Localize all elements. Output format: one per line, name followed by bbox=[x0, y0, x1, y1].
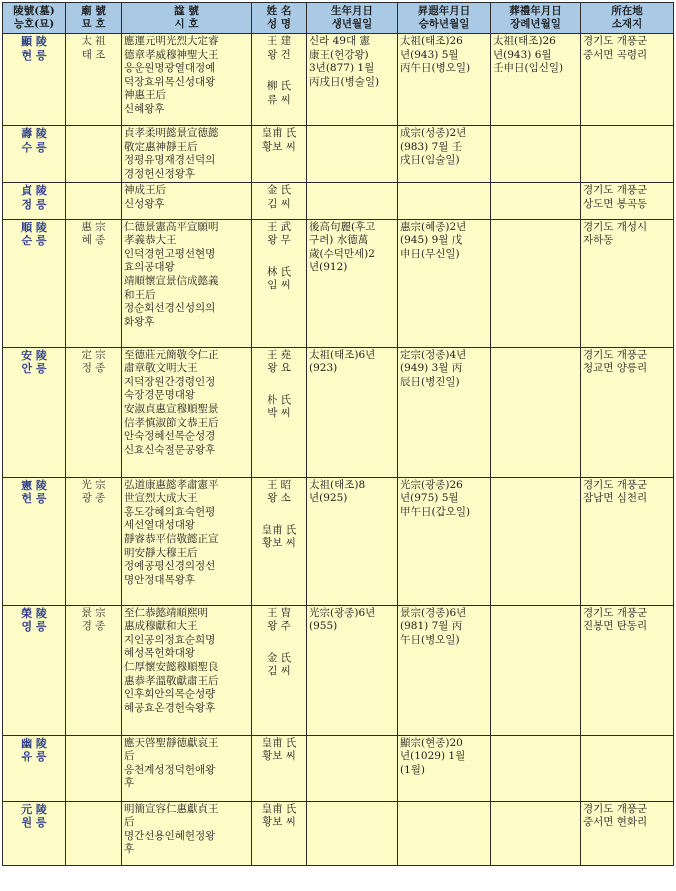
header-temple-name: 廟 號 묘 호 bbox=[66, 3, 122, 34]
posthumous-title-line: 安淑貞惠宣穆順聖景 bbox=[124, 402, 219, 415]
temple-name-cell bbox=[66, 801, 122, 865]
person-name-hanja: 林 氏 bbox=[266, 265, 292, 278]
temple-name-cell bbox=[66, 126, 122, 183]
death-date-cell bbox=[398, 605, 491, 735]
posthumous-title-line: 숙장경문명대왕 bbox=[124, 389, 196, 402]
location-line: 경기도 개풍군 bbox=[583, 802, 648, 815]
tomb-name-cell bbox=[3, 735, 66, 801]
person-name-hanja: 王 昭 bbox=[266, 478, 292, 491]
tomb-name-cell bbox=[3, 605, 66, 735]
person-entry bbox=[254, 127, 304, 154]
posthumous-title-line: 명간선용인혜헌정왕 bbox=[124, 829, 216, 842]
posthumous-title-line: 지인공의정효순희명 bbox=[124, 633, 216, 646]
tomb-name-hanja: 元 陵 bbox=[21, 802, 47, 816]
posthumous-title-line: 정예공평신경의정선 bbox=[124, 560, 216, 573]
temple-name-cell bbox=[66, 477, 122, 605]
header-tomb: 陵號(墓) 능호(묘) bbox=[3, 3, 66, 34]
person-name-hangul: 류 씨 bbox=[267, 93, 291, 106]
temple-name-cell bbox=[66, 347, 122, 477]
location-cell bbox=[581, 605, 674, 735]
person-entry bbox=[254, 803, 304, 830]
death-date-line: 顯宗(현종)20 bbox=[400, 736, 463, 749]
person-name-hangul: 왕 주 bbox=[267, 620, 291, 633]
location-cell bbox=[581, 347, 674, 477]
death-date-cell bbox=[398, 801, 491, 865]
temple-name-hangul: 광 종 bbox=[81, 492, 106, 505]
temple-name-cell bbox=[66, 34, 122, 126]
posthumous-title-cell bbox=[122, 735, 252, 801]
table-row bbox=[3, 347, 674, 477]
location-line: 경기도 개성시 bbox=[583, 220, 648, 233]
temple-name-hangul: 태 조 bbox=[81, 48, 106, 61]
tomb-name-cell bbox=[3, 477, 66, 605]
person-entry bbox=[254, 737, 304, 764]
person-name-hanja: 王 胄 bbox=[266, 606, 292, 619]
person-name-hangul: 황보 씨 bbox=[262, 140, 296, 153]
royal-tomb-table bbox=[2, 2, 674, 866]
posthumous-title-line: 后 bbox=[124, 816, 135, 829]
tomb-name-hangul: 영 릉 bbox=[21, 620, 47, 634]
table-row bbox=[3, 34, 674, 126]
header-posthumous-title: 諡 號 시 호 bbox=[122, 3, 252, 34]
posthumous-title-cell bbox=[122, 126, 252, 183]
death-date-cell bbox=[398, 34, 491, 126]
location-line: 경기도 개풍군 bbox=[583, 35, 648, 47]
posthumous-title-cell bbox=[122, 219, 252, 347]
death-date-cell bbox=[398, 219, 491, 347]
location-line: 경기도 개풍군 bbox=[583, 348, 648, 361]
person-name-cell bbox=[252, 219, 307, 347]
tomb-name-hanja: 順 陵 bbox=[21, 220, 47, 234]
burial-date-cell bbox=[491, 126, 581, 183]
person-name-hangul: 왕 요 bbox=[267, 362, 291, 375]
location-line: 진봉면 탄동리 bbox=[583, 620, 648, 633]
posthumous-title-line: 후 bbox=[124, 777, 135, 790]
posthumous-title-line: 弘道康惠懿孝肅憲平 bbox=[124, 478, 219, 491]
header-location: 所在地 소재지 bbox=[581, 3, 674, 34]
posthumous-title-line: 貞孝柔明懿景宣德懿 bbox=[124, 127, 219, 139]
posthumous-title-line: 至德莊元簡敬令仁正 bbox=[124, 348, 219, 361]
location-cell bbox=[581, 801, 674, 865]
birth-date-line: 太祖(태조)8 bbox=[309, 478, 366, 491]
posthumous-title-line: 神惠王后 bbox=[124, 89, 166, 102]
birth-date-line: 丙戌日(병술일) bbox=[309, 75, 380, 88]
person-name-hanja: 金 氏 bbox=[266, 651, 292, 664]
person-name-hangul: 박 씨 bbox=[267, 407, 291, 420]
birth-date-line: 後高句麗(후고 bbox=[309, 220, 376, 233]
death-date-line: (983) 7월 壬 bbox=[400, 140, 463, 153]
posthumous-title-cell bbox=[122, 801, 252, 865]
table-row bbox=[3, 735, 674, 801]
location-line: 자하동 bbox=[583, 234, 614, 247]
temple-name-hangul: 혜 종 bbox=[81, 234, 106, 247]
posthumous-title-line: 응천계성정덕헌애왕 bbox=[124, 763, 216, 776]
death-date-cell bbox=[398, 477, 491, 605]
birth-date-line: 康王(헌강왕) bbox=[309, 48, 369, 61]
posthumous-title-line: 后 bbox=[124, 750, 135, 763]
death-date-line: 년(975) 5월 bbox=[400, 492, 459, 505]
burial-date-cell bbox=[491, 801, 581, 865]
posthumous-title-line: 仁厚懷安懿穆順聖良 bbox=[124, 660, 219, 673]
posthumous-title-line: 지덕장원간경령인정 bbox=[124, 375, 216, 388]
person-name-cell bbox=[252, 126, 307, 183]
posthumous-title-cell bbox=[122, 477, 252, 605]
tomb-name-hangul: 순 릉 bbox=[21, 234, 47, 248]
location-line: 상도면 봉곡동 bbox=[583, 197, 648, 210]
person-name-hangul: 왕 무 bbox=[267, 234, 291, 247]
death-date-line: 丙午日(병오일) bbox=[400, 62, 471, 75]
table-row bbox=[3, 183, 674, 219]
person-name-hangul: 황보 씨 bbox=[262, 537, 296, 550]
tomb-name-hangul: 현 릉 bbox=[21, 48, 47, 62]
posthumous-title-line: 惠恭孝溫敬獻肅王后 bbox=[124, 674, 219, 687]
person-name-cell bbox=[252, 605, 307, 735]
death-date-line: 년(943) 5월 bbox=[400, 48, 459, 61]
posthumous-title-line: 明安靜大穆王后 bbox=[124, 546, 198, 559]
death-date-line: 惠宗(혜종)2년 bbox=[400, 220, 467, 233]
location-line: 중서면 곡령리 bbox=[583, 48, 648, 61]
posthumous-title-line: 세선열대성대왕 bbox=[124, 519, 196, 532]
tomb-name-hanja: 安 陵 bbox=[21, 348, 47, 362]
person-entry bbox=[254, 524, 304, 551]
posthumous-title-line: 孝義恭大王 bbox=[124, 234, 177, 247]
birth-date-line: 歲(수덕만세)2 bbox=[309, 247, 375, 260]
death-date-line: 甲午日(갑오일) bbox=[400, 505, 471, 518]
tomb-name-cell bbox=[3, 219, 66, 347]
temple-name-hanja: 景 宗 bbox=[81, 606, 106, 619]
tomb-name-hangul: 유 릉 bbox=[21, 750, 47, 764]
header-death-date: 昇遐年月日 승하년월일 bbox=[398, 3, 491, 34]
posthumous-title-line: 德章孝威穆神聖大王 bbox=[124, 48, 219, 61]
person-name-hangul: 김 씨 bbox=[267, 665, 291, 678]
posthumous-title-line: 인덕경헌고평선현명 bbox=[124, 247, 216, 260]
death-date-line: 戌日(임술일) bbox=[400, 154, 460, 167]
posthumous-title-line: 화왕후 bbox=[124, 315, 155, 328]
death-date-cell bbox=[398, 735, 491, 801]
death-date-line: 太祖(태조)26 bbox=[400, 35, 463, 47]
birth-date-line: 光宗(광종)6년 bbox=[309, 606, 376, 619]
header-row bbox=[3, 3, 674, 34]
birth-date-line: (923) bbox=[309, 362, 338, 375]
burial-date-cell bbox=[491, 735, 581, 801]
person-name-hanja: 柳 氏 bbox=[266, 80, 292, 93]
person-entry bbox=[254, 266, 304, 293]
location-cell bbox=[581, 183, 674, 219]
birth-date-cell bbox=[307, 347, 398, 477]
tomb-name-hangul: 원 릉 bbox=[21, 816, 47, 830]
posthumous-title-line: 혜공효온경헌숙왕후 bbox=[124, 701, 216, 714]
posthumous-title-cell bbox=[122, 347, 252, 477]
posthumous-title-line: 홍도강혜의효숙헌평 bbox=[124, 505, 216, 518]
person-name-hangul: 임 씨 bbox=[267, 279, 291, 292]
tomb-name-hanja: 憲 陵 bbox=[21, 478, 47, 492]
person-entry bbox=[254, 652, 304, 679]
posthumous-title-line: 至仁恭懿靖順熙明 bbox=[124, 606, 208, 619]
birth-date-line: 년(925) bbox=[309, 492, 348, 505]
posthumous-title-line: 정순회선경신성의의 bbox=[124, 302, 216, 315]
posthumous-title-line: 인후회안의목순성량 bbox=[124, 688, 216, 701]
death-date-line: 景宗(경종)6년 bbox=[400, 606, 467, 619]
table-body bbox=[3, 34, 674, 866]
posthumous-title-line: 應天啓聖靜德獻哀王 bbox=[124, 736, 219, 749]
tomb-name-cell bbox=[3, 347, 66, 477]
person-entry bbox=[254, 349, 304, 376]
burial-date-cell bbox=[491, 34, 581, 126]
posthumous-title-line: 世宣烈大成大王 bbox=[124, 492, 198, 505]
burial-date-line: 壬申日(임신일) bbox=[493, 62, 564, 75]
posthumous-title-line: 정평유명재경선덕의 bbox=[124, 154, 216, 167]
person-name-hanja: 王 武 bbox=[266, 220, 292, 233]
death-date-cell bbox=[398, 347, 491, 477]
table-row bbox=[3, 605, 674, 735]
person-name-hanja: 金 氏 bbox=[266, 184, 292, 197]
tomb-name-hangul: 안 릉 bbox=[21, 362, 47, 376]
posthumous-title-line: 肅章敬文明大王 bbox=[124, 362, 198, 375]
death-date-line: 成宗(성종)2년 bbox=[400, 127, 467, 139]
header-birth-date: 生年月日 생년월일 bbox=[307, 3, 398, 34]
person-entry bbox=[254, 35, 304, 62]
header-name: 姓 名 성 명 bbox=[252, 3, 307, 34]
burial-date-line: 太祖(태조)26 bbox=[493, 35, 556, 47]
temple-name-hanja: 惠 宗 bbox=[81, 220, 106, 233]
birth-date-line: 신라 49대 憲 bbox=[309, 35, 370, 47]
tomb-name-hanja: 貞 陵 bbox=[21, 184, 47, 198]
person-name-hanja: 皇甫 氏 bbox=[261, 523, 297, 536]
person-entry bbox=[254, 479, 304, 506]
posthumous-title-line: 경정헌신정왕후 bbox=[124, 167, 196, 180]
person-entry bbox=[254, 184, 304, 211]
posthumous-title-cell bbox=[122, 605, 252, 735]
posthumous-title-line: 應運元明光烈大定睿 bbox=[124, 35, 219, 47]
table-row bbox=[3, 801, 674, 865]
birth-date-line: 太祖(태조)6년 bbox=[309, 348, 376, 361]
posthumous-title-line: 응운원명광열대정예 bbox=[124, 62, 216, 75]
location-line: 청교면 양릉리 bbox=[583, 362, 648, 375]
person-name-hangul: 왕 건 bbox=[267, 48, 291, 61]
location-line: 잠남면 심천리 bbox=[583, 492, 648, 505]
burial-date-cell bbox=[491, 183, 581, 219]
tomb-name-cell bbox=[3, 801, 66, 865]
burial-date-cell bbox=[491, 605, 581, 735]
birth-date-line: 년(912) bbox=[309, 261, 348, 274]
person-entry bbox=[254, 394, 304, 421]
posthumous-title-line: 안숙정혜선목순성경 bbox=[124, 430, 216, 443]
death-date-cell bbox=[398, 183, 491, 219]
posthumous-title-line: 후 bbox=[124, 843, 135, 856]
person-name-hanja: 王 建 bbox=[266, 35, 292, 47]
posthumous-title-line: 신효신숙절문공왕후 bbox=[124, 443, 216, 456]
temple-name-cell bbox=[66, 605, 122, 735]
birth-date-cell bbox=[307, 126, 398, 183]
posthumous-title-line: 靖順懷宣景信成懿義 bbox=[124, 274, 219, 287]
location-cell bbox=[581, 219, 674, 347]
posthumous-title-line: 信孝慎淑節文恭王后 bbox=[124, 416, 219, 429]
temple-name-hanja: 定 宗 bbox=[81, 348, 106, 361]
person-name-hanja: 皇甫 氏 bbox=[261, 802, 297, 815]
posthumous-title-line: 신성왕후 bbox=[124, 197, 165, 210]
posthumous-title-line: 효의공대왕 bbox=[124, 261, 175, 274]
location-cell bbox=[581, 126, 674, 183]
burial-date-cell bbox=[491, 347, 581, 477]
death-date-line: 년(1029) 1월 bbox=[400, 750, 466, 763]
location-cell bbox=[581, 477, 674, 605]
tomb-name-cell bbox=[3, 183, 66, 219]
temple-name-cell bbox=[66, 219, 122, 347]
tomb-name-hangul: 헌 릉 bbox=[21, 492, 47, 506]
tomb-name-hanja: 榮 陵 bbox=[21, 606, 47, 620]
person-name-cell bbox=[252, 183, 307, 219]
death-date-line: 申日(무신일) bbox=[400, 247, 460, 260]
posthumous-title-line: 靜睿恭平信敬懿正宣 bbox=[124, 532, 219, 545]
death-date-line: (981) 7월 丙 bbox=[400, 620, 463, 633]
temple-name-cell bbox=[66, 183, 122, 219]
person-name-hangul: 김 씨 bbox=[267, 197, 291, 210]
posthumous-title-line: 敬定惠神靜王后 bbox=[124, 140, 198, 153]
birth-date-cell bbox=[307, 183, 398, 219]
death-date-line: (949) 3월 丙 bbox=[400, 362, 463, 375]
location-line: 경기도 개풍군 bbox=[583, 606, 648, 619]
tomb-name-cell bbox=[3, 126, 66, 183]
birth-date-cell bbox=[307, 34, 398, 126]
person-name-cell bbox=[252, 735, 307, 801]
burial-date-line: 년(943) 6월 bbox=[493, 48, 552, 61]
person-entry bbox=[254, 221, 304, 248]
person-entry bbox=[254, 80, 304, 107]
person-name-cell bbox=[252, 477, 307, 605]
table-row bbox=[3, 219, 674, 347]
posthumous-title-line: 명안정대목왕후 bbox=[124, 573, 196, 586]
posthumous-title-line: 神成王后 bbox=[124, 184, 166, 197]
posthumous-title-cell bbox=[122, 183, 252, 219]
posthumous-title-line: 和王后 bbox=[124, 288, 156, 301]
burial-date-cell bbox=[491, 477, 581, 605]
death-date-line: 辰日(병진일) bbox=[400, 375, 460, 388]
table-row bbox=[3, 126, 674, 183]
person-entry bbox=[254, 607, 304, 634]
person-name-cell bbox=[252, 347, 307, 477]
tomb-name-cell bbox=[3, 34, 66, 126]
posthumous-title-line: 明簡宣容仁惠獻貞王 bbox=[124, 802, 219, 815]
tomb-name-hanja: 顯 陵 bbox=[21, 35, 47, 48]
person-name-cell bbox=[252, 34, 307, 126]
table-row bbox=[3, 477, 674, 605]
person-name-hangul: 왕 소 bbox=[267, 492, 291, 505]
person-name-hangul: 황보 씨 bbox=[262, 750, 296, 763]
posthumous-title-line: 덕장효위목신성대왕 bbox=[124, 75, 216, 88]
birth-date-line: 3년(877) 1월 bbox=[309, 62, 375, 75]
location-cell bbox=[581, 34, 674, 126]
death-date-cell bbox=[398, 126, 491, 183]
header-burial-date: 葬禮年月日 장례년월일 bbox=[491, 3, 581, 34]
death-date-line: 午日(병오일) bbox=[400, 633, 460, 646]
person-name-hanja: 皇甫 氏 bbox=[261, 736, 297, 749]
birth-date-cell bbox=[307, 801, 398, 865]
birth-date-cell bbox=[307, 735, 398, 801]
tomb-name-hanja: 壽 陵 bbox=[21, 127, 47, 140]
temple-name-hangul: 경 종 bbox=[81, 620, 106, 633]
location-line: 경기도 개풍군 bbox=[583, 478, 648, 491]
location-line: 경기도 개풍군 bbox=[583, 184, 648, 197]
death-date-line: 定宗(정종)4년 bbox=[400, 348, 467, 361]
posthumous-title-cell bbox=[122, 34, 252, 126]
person-name-hangul: 황보 씨 bbox=[262, 816, 296, 829]
posthumous-title-line: 혜성목헌화대왕 bbox=[124, 647, 196, 660]
posthumous-title-line: 신혜왕후 bbox=[124, 102, 165, 115]
person-name-hanja: 王 堯 bbox=[266, 348, 292, 361]
death-date-line: (945) 9월 戊 bbox=[400, 234, 463, 247]
person-name-hanja: 朴 氏 bbox=[266, 393, 292, 406]
posthumous-title-line: 仁德景憲高平宣願明 bbox=[124, 220, 219, 233]
temple-name-hanja: 太 祖 bbox=[81, 35, 106, 47]
birth-date-cell bbox=[307, 477, 398, 605]
burial-date-cell bbox=[491, 219, 581, 347]
death-date-line: 光宗(광종)26 bbox=[400, 478, 463, 491]
person-name-cell bbox=[252, 801, 307, 865]
temple-name-hangul: 정 종 bbox=[81, 362, 106, 375]
temple-name-hanja: 光 宗 bbox=[81, 478, 106, 491]
tomb-name-hangul: 수 릉 bbox=[21, 140, 47, 154]
location-cell bbox=[581, 735, 674, 801]
death-date-line: (1월) bbox=[400, 763, 426, 776]
birth-date-cell bbox=[307, 219, 398, 347]
tomb-name-hangul: 정 릉 bbox=[21, 197, 47, 211]
birth-date-line: (955) bbox=[309, 620, 338, 633]
temple-name-cell bbox=[66, 735, 122, 801]
posthumous-title-line: 惠成穆獻和大王 bbox=[124, 620, 198, 633]
location-line: 중서면 현화리 bbox=[583, 816, 648, 829]
tomb-name-hanja: 幽 陵 bbox=[21, 736, 47, 750]
birth-date-cell bbox=[307, 605, 398, 735]
person-name-hanja: 皇甫 氏 bbox=[261, 127, 297, 139]
birth-date-line: 구려) 水德萬 bbox=[309, 234, 369, 247]
